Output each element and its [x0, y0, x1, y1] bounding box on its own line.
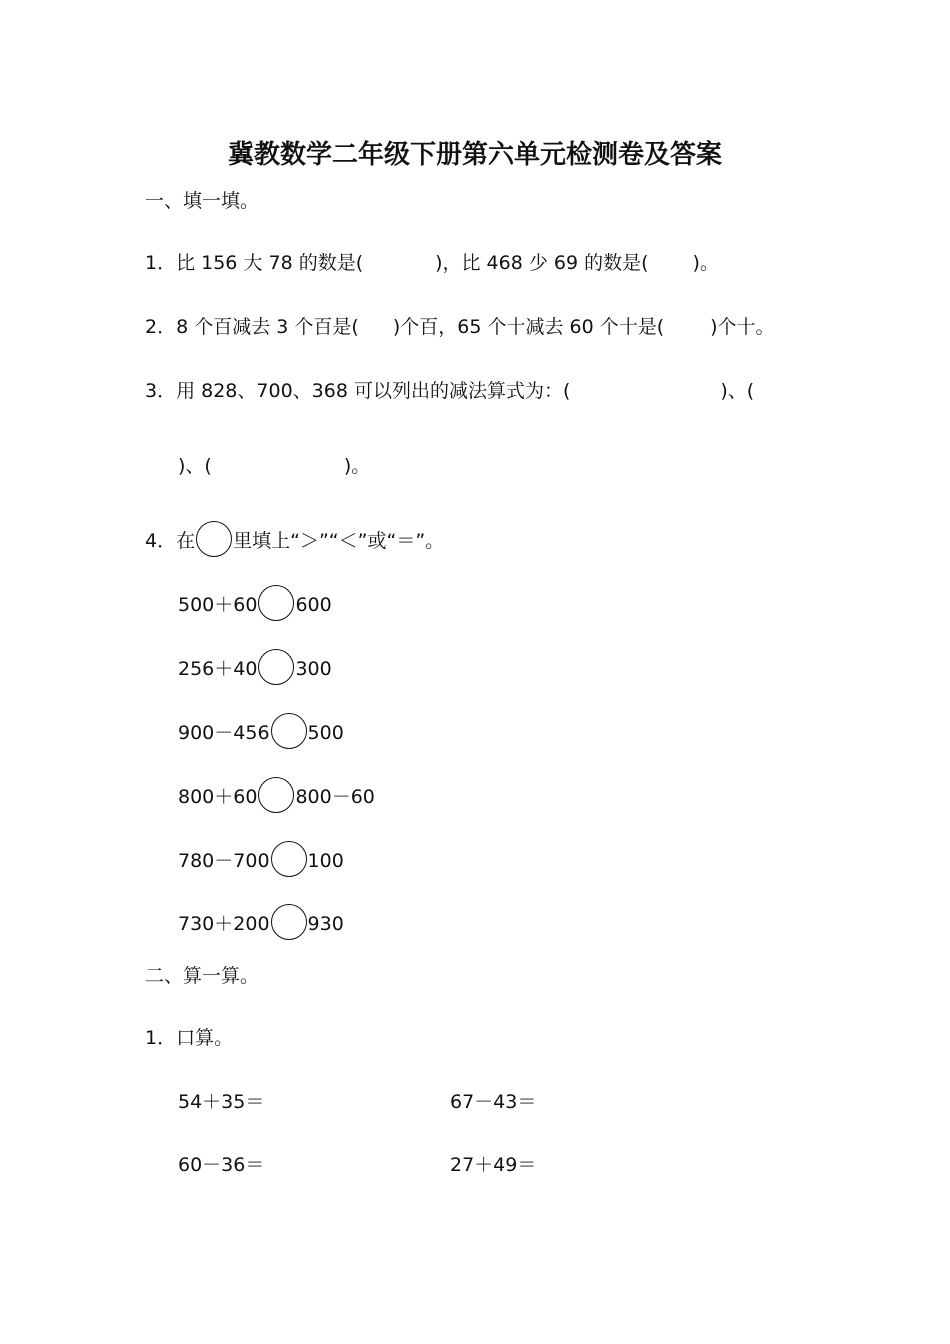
question-number: 3． — [145, 380, 177, 402]
compare-circle[interactable] — [271, 841, 307, 877]
compare-right: 500 — [307, 722, 344, 744]
question-text: )，比 468 少 69 的数是( — [435, 252, 649, 274]
question-text: )、( — [178, 455, 212, 477]
oral-calc-question — [145, 1025, 233, 1051]
compare-left: 730＋200 — [178, 913, 270, 935]
compare-circle-example — [196, 521, 232, 557]
compare-circle[interactable] — [258, 649, 294, 685]
question-text: )、( — [720, 380, 755, 402]
question-number: 1． — [145, 252, 177, 274]
question-number: 1． — [145, 1027, 177, 1049]
compare-right: 600 — [295, 594, 332, 616]
question-text: )。 — [343, 455, 371, 477]
compare-right: 800－60 — [295, 786, 375, 808]
question-1 — [145, 250, 719, 276]
oral-calc-item[interactable]: 54＋35＝ — [178, 1091, 265, 1113]
compare-row — [178, 777, 375, 813]
compare-circle[interactable] — [258, 585, 294, 621]
compare-left: 800＋60 — [178, 786, 258, 808]
compare-row — [178, 585, 332, 621]
compare-right: 930 — [307, 913, 344, 935]
compare-left: 900－456 — [178, 722, 270, 744]
question-text: 比 156 大 78 的数是( — [176, 252, 364, 274]
compare-left: 500＋60 — [178, 594, 258, 616]
question-3-continued — [178, 453, 370, 479]
question-text: 在 — [176, 530, 196, 552]
compare-circle[interactable] — [271, 713, 307, 749]
compare-circle[interactable] — [258, 777, 294, 813]
oral-calc-item[interactable]: 67－43＝ — [450, 1091, 537, 1113]
question-4 — [145, 521, 444, 557]
compare-right: 300 — [295, 658, 332, 680]
compare-row — [178, 713, 344, 749]
question-number: 4． — [145, 530, 177, 552]
page-title: 冀教数学二年级下册第六单元检测卷及答案 — [227, 140, 722, 170]
question-number: 2． — [145, 316, 177, 338]
question-text: 用 828、700、368 可以列出的减法算式为：( — [176, 380, 571, 402]
section-one-heading: 一、填一填。 — [145, 190, 260, 212]
oral-calc-item[interactable]: 27＋49＝ — [450, 1154, 537, 1176]
question-text: )个百，65 个十减去 60 个十是( — [392, 316, 665, 338]
question-text: 8 个百减去 3 个百是( — [176, 316, 359, 338]
question-text: 里填上“＞”“＜”或“＝”。 — [233, 530, 445, 552]
compare-left: 256＋40 — [178, 658, 258, 680]
question-text: )。 — [692, 252, 719, 274]
compare-row — [178, 649, 332, 685]
question-3 — [145, 378, 754, 404]
compare-row — [178, 841, 344, 877]
compare-circle[interactable] — [271, 904, 307, 940]
compare-left: 780－700 — [178, 850, 270, 872]
compare-right: 100 — [307, 850, 344, 872]
question-text: 口算。 — [176, 1027, 234, 1049]
oral-calc-item[interactable]: 60－36＝ — [178, 1154, 265, 1176]
compare-row — [178, 904, 344, 940]
question-2 — [145, 314, 775, 340]
section-two-heading: 二、算一算。 — [145, 965, 260, 987]
question-text: )个十。 — [710, 316, 775, 338]
